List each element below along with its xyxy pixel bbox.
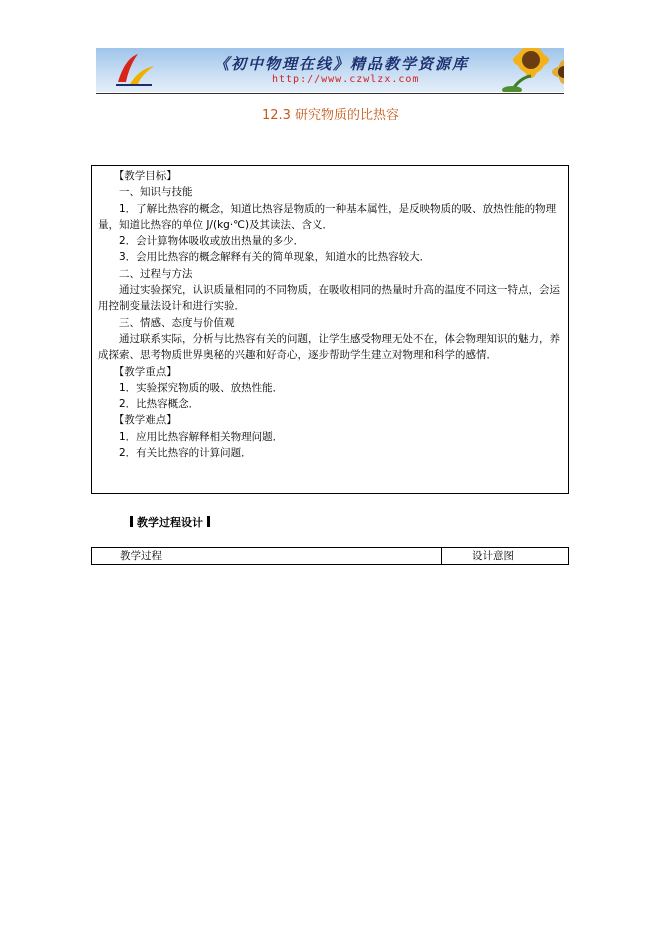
objective-item: 1．了解比热容的概念，知道比热容是物质的一种基本属性，是反映物质的吸、放热性能的物理量，知道比热容的单位 J/(kg·℃)及其读法、含义． bbox=[98, 202, 557, 231]
process-design-heading bbox=[126, 514, 214, 530]
document-title: 12.3 研究物质的比热容 bbox=[261, 108, 400, 123]
difficulties-heading: 【教学难点】 bbox=[113, 414, 177, 427]
teaching-objectives-box bbox=[91, 165, 569, 494]
process-table bbox=[91, 547, 569, 565]
intent-column-header: 设计意图 bbox=[472, 550, 514, 562]
attitude-values-heading: 三、情感、态度与价值观 bbox=[119, 316, 235, 329]
logo-icon bbox=[112, 52, 156, 88]
process-methods-heading: 二、过程与方法 bbox=[119, 267, 193, 280]
key-point-item: 1．实验探究物质的吸、放热性能． bbox=[119, 381, 284, 394]
banner-url[interactable]: http://www.czwlzx.com bbox=[272, 74, 420, 85]
sunflower-image bbox=[476, 48, 564, 92]
process-design-title: 教学过程设计 bbox=[137, 516, 203, 529]
difficulty-item: 1．应用比热容解释相关物理问题． bbox=[119, 430, 284, 443]
key-points-heading: 【教学重点】 bbox=[113, 365, 177, 378]
header-banner bbox=[96, 48, 564, 92]
process-column-header: 教学过程 bbox=[92, 548, 442, 564]
knowledge-skills-heading: 一、知识与技能 bbox=[119, 186, 193, 199]
heading-bar-right bbox=[207, 516, 210, 527]
header-divider bbox=[96, 93, 564, 94]
difficulty-item: 2．有关比热容的计算问题． bbox=[119, 447, 252, 460]
objective-item: 通过实验探究，认识质量相同的不同物质，在吸收相同的热量时升高的温度不同这一特点，会运用控制变量法设计和进行实验． bbox=[98, 284, 560, 313]
objective-item: 通过联系实际，分析与比热容有关的问题，让学生感受物理无处不在，体会物理知识的魅力，养成探索、思考物质世界奥秘的兴趣和好奇心，逐步帮助学生建立对物理和科学的感情． bbox=[98, 332, 560, 362]
objectives-heading: 【教学目标】 bbox=[113, 170, 177, 182]
objective-item: 3．会用比热容的概念解释有关的简单现象，知道水的比热容较大． bbox=[119, 251, 431, 264]
banner-title: 《初中物理在线》精品教学资源库 bbox=[214, 55, 470, 73]
heading-bar-left bbox=[130, 516, 133, 527]
objective-item: 2．会计算物体吸收或放出热量的多少． bbox=[119, 235, 305, 248]
key-point-item: 2．比热容概念． bbox=[119, 398, 200, 411]
